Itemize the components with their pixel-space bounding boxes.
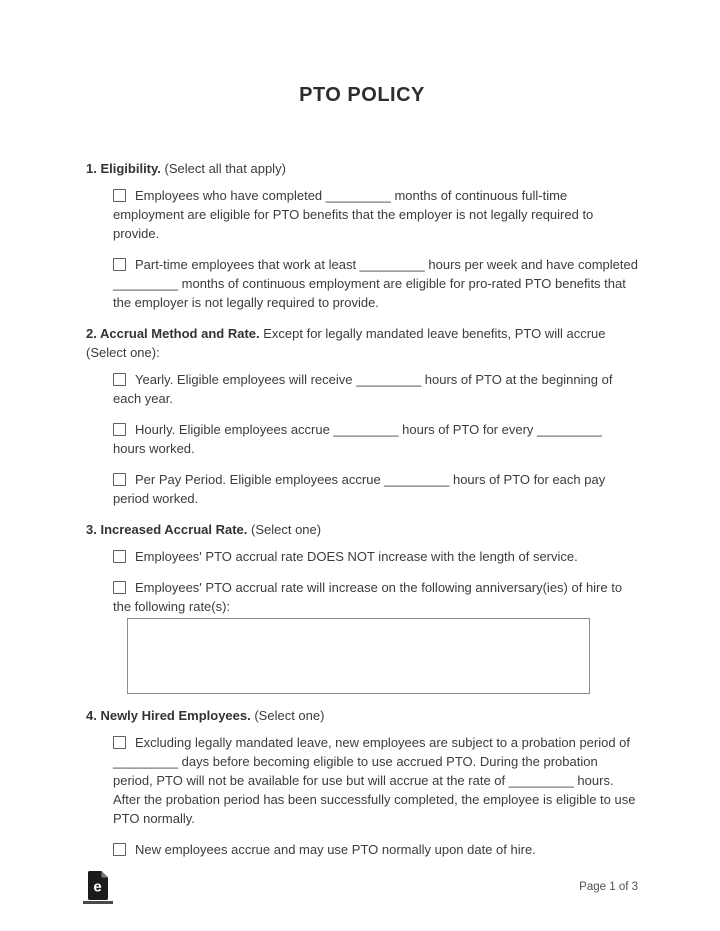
page-title: PTO POLICY bbox=[299, 84, 425, 106]
section-newly-hired-number: 4. Newly Hired Employees. bbox=[86, 708, 251, 723]
checkbox-label: Employees' PTO accrual rate DOES NOT increase with the length of service. bbox=[135, 549, 578, 564]
section-increased-accrual-rate bbox=[86, 520, 638, 694]
section-newly-hired-instruction: (Select one) bbox=[250, 708, 325, 723]
page-footer bbox=[86, 871, 638, 904]
section-eligibility-heading bbox=[86, 159, 638, 178]
checkbox-item bbox=[113, 840, 638, 859]
checkbox-probation-period[interactable] bbox=[113, 736, 126, 749]
checkbox-item bbox=[113, 547, 638, 566]
checkbox-item bbox=[113, 255, 638, 312]
section-accrual-method-instruction: Except for legally mandated leave benefits, PTO will accrue (Select one): bbox=[86, 326, 606, 360]
checkbox-item bbox=[113, 733, 638, 828]
checkbox-label: New employees accrue and may use PTO normally upon date of hire. bbox=[135, 842, 536, 857]
checkbox-label: Per Pay Period. Eligible employees accrue _________ hours of PTO for each pay period worked. bbox=[113, 472, 606, 506]
eforms-logo-underline bbox=[83, 901, 113, 904]
rate-details-textbox[interactable] bbox=[127, 618, 590, 694]
section-eligibility-instruction: (Select all that apply) bbox=[160, 161, 286, 176]
eforms-logo-letter: e bbox=[93, 878, 102, 896]
checkbox-label: Excluding legally mandated leave, new employees are subject to a probation period of _________ days before becoming eligible to use accrued PTO. During the probation period, PTO will not be available for use but will accrue at the rate of _________ hours. After the probation period has been successfully completed, the employee is eligible to use PTO normally. bbox=[113, 735, 636, 826]
section-accrual-method-number: 2. Accrual Method and Rate. bbox=[86, 326, 260, 341]
checkbox-accrual-per-pay-period[interactable] bbox=[113, 473, 126, 486]
section-eligibility bbox=[86, 159, 638, 312]
section-eligibility-number: 1. Eligibility. bbox=[86, 161, 161, 176]
checkbox-full-time-eligibility[interactable] bbox=[113, 189, 126, 202]
eforms-logo bbox=[83, 871, 115, 904]
checkbox-rate-increase-schedule[interactable] bbox=[113, 581, 126, 594]
checkbox-item bbox=[113, 470, 638, 508]
checkbox-accrual-yearly[interactable] bbox=[113, 373, 126, 386]
checkbox-item bbox=[113, 420, 638, 458]
checkbox-label: Hourly. Eligible employees accrue _________ hours of PTO for every _________ hours worked. bbox=[113, 422, 603, 456]
page-number: Page 1 of 3 bbox=[579, 881, 638, 893]
checkbox-label: Employees who have completed _________ months of continuous full-time employment are eligible for PTO benefits that the employer is not legally required to provide. bbox=[113, 188, 594, 241]
checkbox-label: Yearly. Eligible employees will receive _________ hours of PTO at the beginning of each year. bbox=[113, 372, 613, 406]
section-newly-hired bbox=[86, 706, 638, 859]
checkbox-item bbox=[113, 186, 638, 243]
checkbox-no-probation[interactable] bbox=[113, 843, 126, 856]
section-increased-accrual-rate-instruction: (Select one) bbox=[247, 522, 322, 537]
checkbox-label: Employees' PTO accrual rate will increase on the following anniversary(ies) of hire to the following rate(s): bbox=[113, 580, 623, 614]
checkbox-part-time-eligibility[interactable] bbox=[113, 258, 126, 271]
section-newly-hired-heading bbox=[86, 706, 638, 725]
checkbox-label: Part-time employees that work at least _________ hours per week and have completed _________ months of continuous employment are eligible for pro-rated PTO benefits that the employer is not legally required to provide. bbox=[113, 257, 638, 310]
checkbox-item bbox=[113, 578, 638, 616]
section-increased-accrual-rate-number: 3. Increased Accrual Rate. bbox=[86, 522, 248, 537]
checkbox-no-rate-increase[interactable] bbox=[113, 550, 126, 563]
section-increased-accrual-rate-heading bbox=[86, 520, 638, 539]
eforms-document-icon bbox=[86, 871, 110, 900]
section-accrual-method-heading bbox=[86, 324, 638, 362]
checkbox-item bbox=[113, 370, 638, 408]
checkbox-accrual-hourly[interactable] bbox=[113, 423, 126, 436]
section-accrual-method bbox=[86, 324, 638, 508]
